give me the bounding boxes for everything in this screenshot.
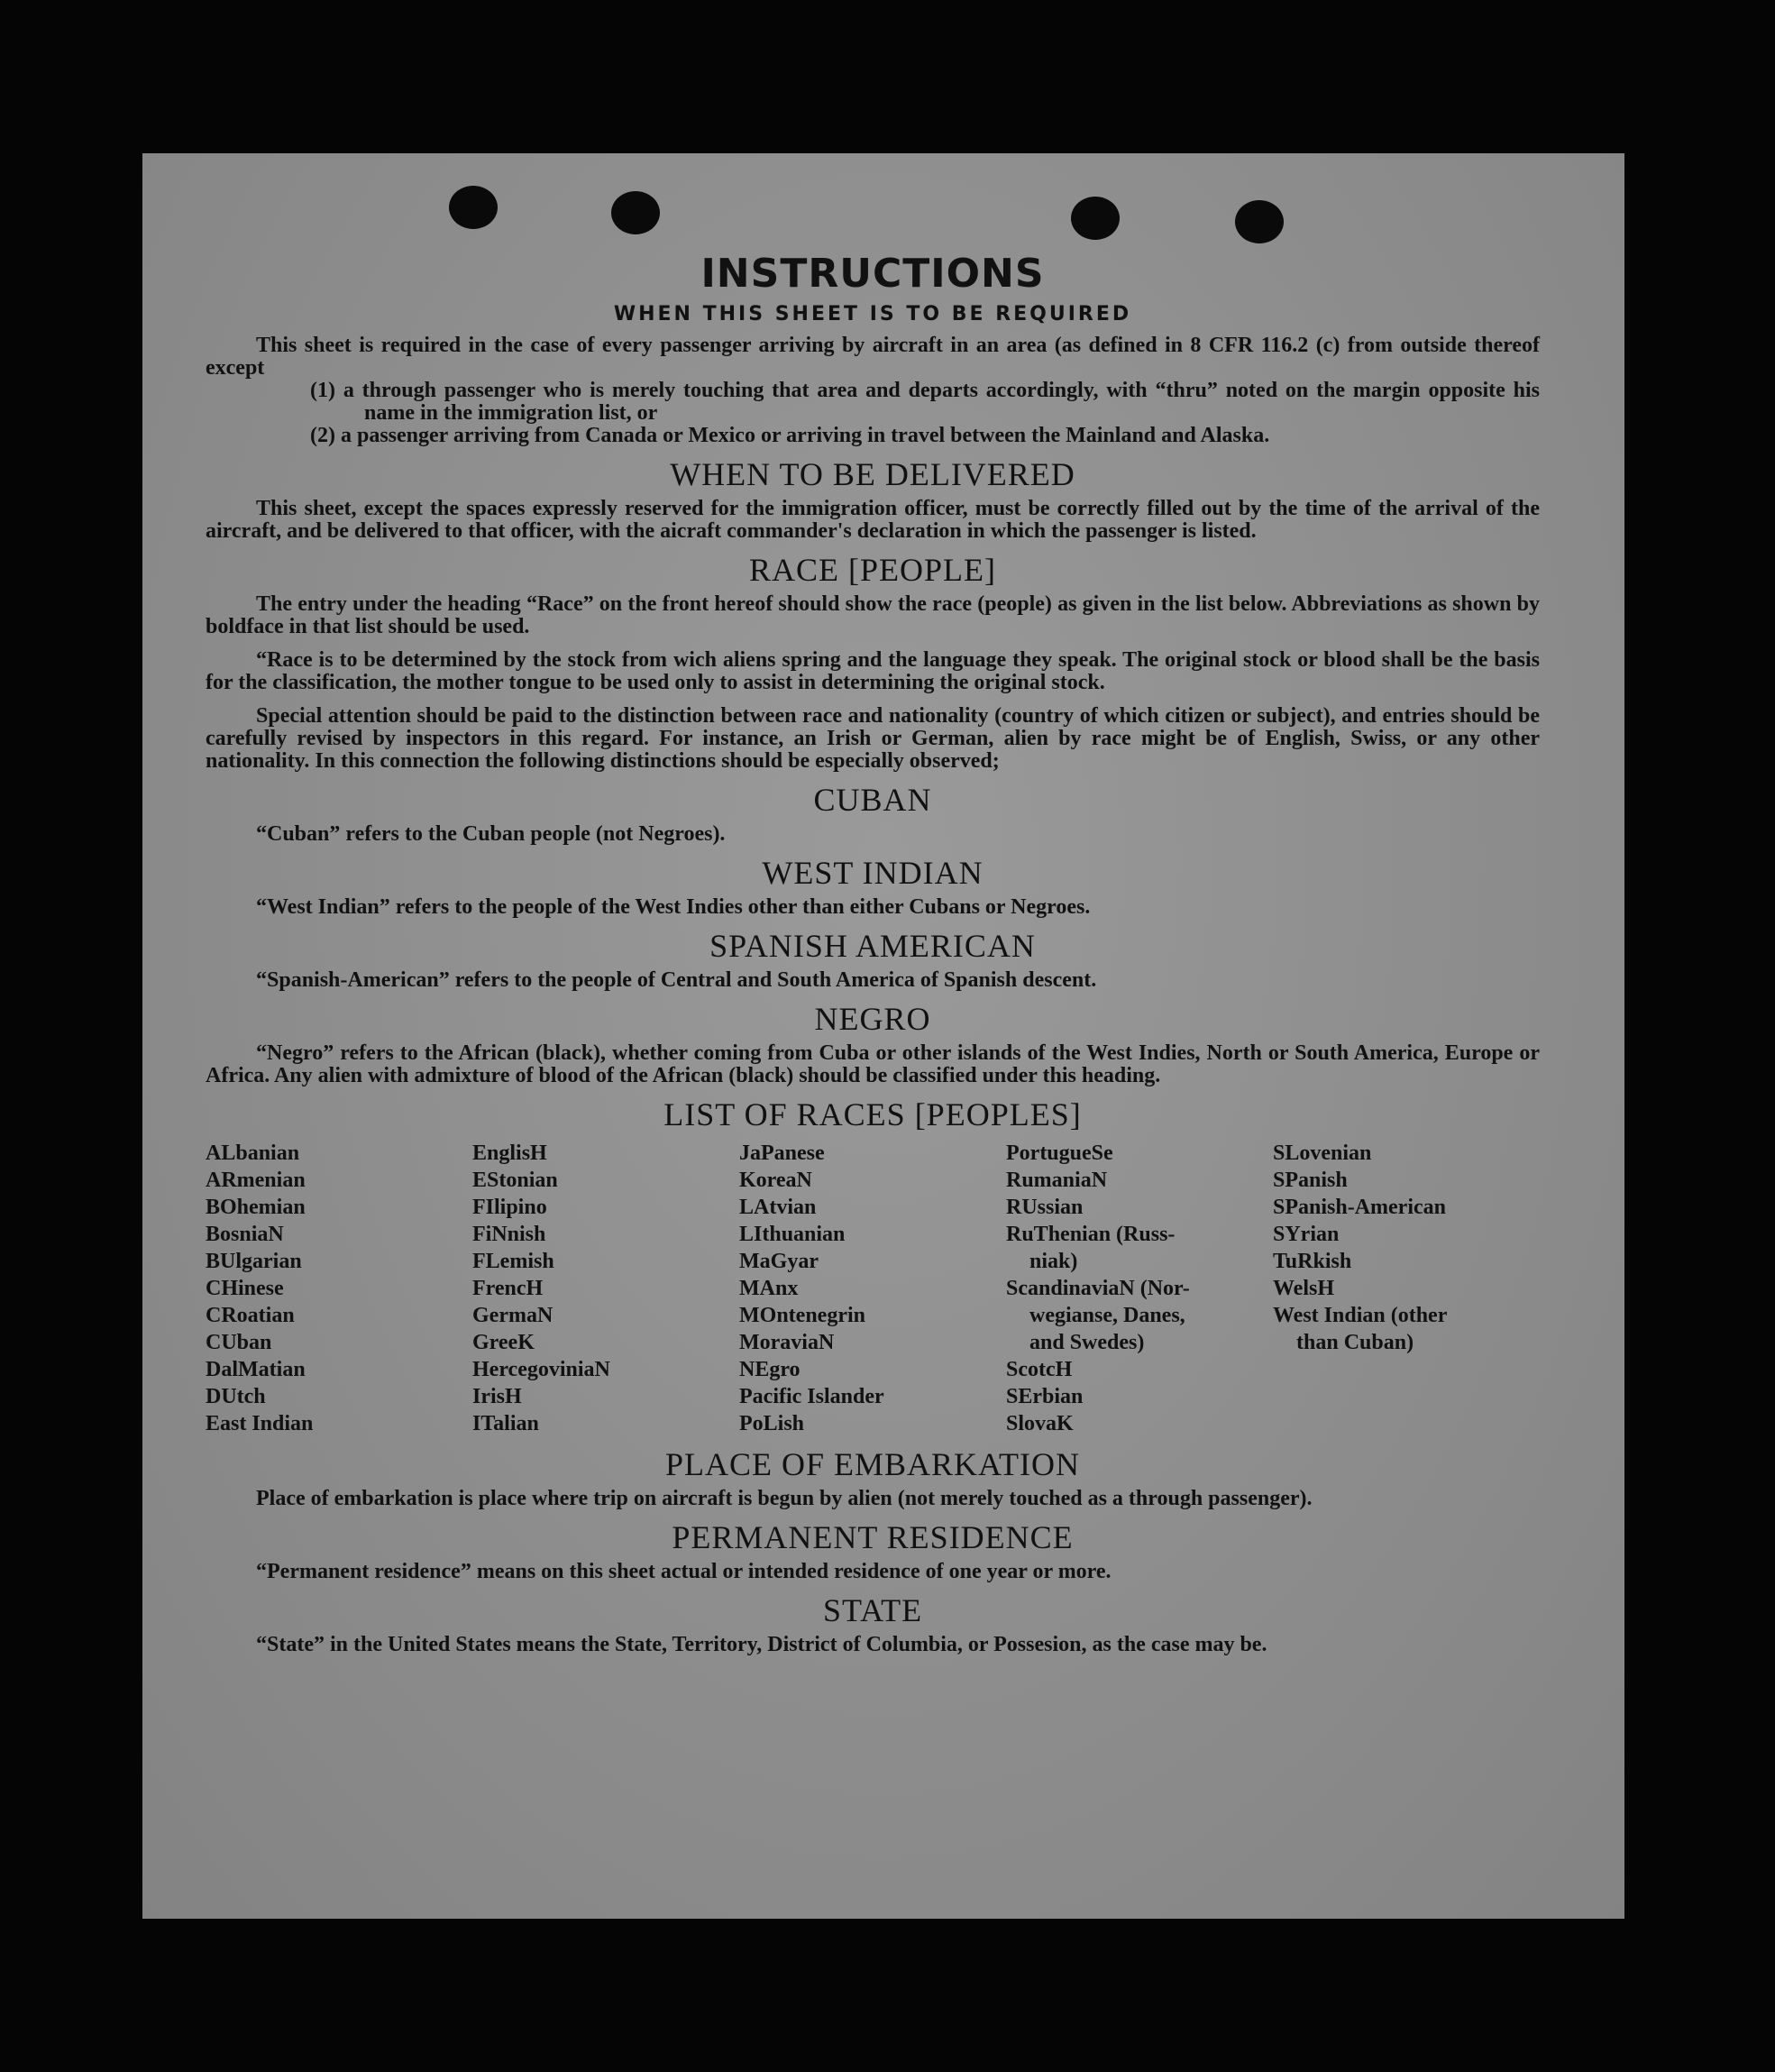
race-entry: JaPanese	[739, 1141, 825, 1165]
race-entry: BUlgarian	[206, 1250, 302, 1273]
race-entry: SLovenian	[1273, 1141, 1372, 1165]
race-entry: DUtch	[206, 1385, 266, 1408]
race-entry: Pacific Islander	[739, 1385, 884, 1408]
race-entry: ScandinaviaN (Nor-	[1006, 1277, 1190, 1300]
race-entry: ITalian	[472, 1412, 539, 1435]
race-entry: SlovaK	[1006, 1412, 1074, 1435]
race-entry: BosniaN	[206, 1223, 284, 1246]
race-entry: EnglisH	[472, 1141, 547, 1165]
race-entry: East Indian	[206, 1412, 314, 1435]
page-title: INSTRUCTIONS	[700, 251, 1045, 297]
race-entry: RUssian	[1006, 1196, 1084, 1219]
section-heading-state: STATE	[822, 1592, 923, 1628]
delivered-paragraph: This sheet, except the spaces expressly reserved for the immigration officer, must be correctly filled out by the time of the arrival of the aircraft, and be delivered to that officer, with the aicraft commander's declaration in which the passenger is listed.	[206, 497, 1540, 543]
race-entry: SPanish	[1273, 1169, 1348, 1192]
punch-hole	[1071, 197, 1120, 240]
race-entry: MAnx	[739, 1277, 799, 1300]
race-entry: NEgro	[739, 1358, 801, 1381]
intro-item-2: (2) a passenger arriving from Canada or Mexico or arriving in travel between the Mainland and Alaska.	[310, 424, 1270, 447]
intro-paragraph: This sheet is required in the case of every passenger arriving by aircraft in an area (as defined in 8 CFR 116.2 (c) from outside thereof except	[206, 334, 1540, 380]
race-entry: RumaniaN	[1006, 1169, 1108, 1192]
race-entry: CUban	[206, 1331, 272, 1354]
race-entry: IrisH	[472, 1385, 522, 1408]
races-column-4	[1006, 1140, 1273, 1437]
races-column-1	[206, 1140, 472, 1437]
race-entry: PoLish	[739, 1412, 805, 1435]
punch-hole	[1235, 200, 1284, 243]
race-entry: SPanish-American	[1273, 1196, 1446, 1219]
races-column-3	[739, 1140, 1006, 1437]
races-column-2	[472, 1140, 739, 1437]
races-list	[206, 1140, 1540, 1437]
race-entry: LIthuanian	[739, 1223, 846, 1246]
race-entry: MaGyar	[739, 1250, 819, 1273]
race-entry: SErbian	[1006, 1385, 1084, 1408]
race-entry: West Indian (other	[1273, 1304, 1448, 1327]
race-entry: CHinese	[206, 1277, 284, 1300]
punch-hole	[611, 191, 660, 234]
race-entry-continuation: and Swedes)	[1029, 1331, 1145, 1354]
section-heading-races-list: LIST OF RACES [PEOPLES]	[663, 1096, 1082, 1132]
race-entry: PortugueSe	[1006, 1141, 1113, 1165]
race-paragraph-1: The entry under the heading “Race” on the front hereof should show the race (people) as given in the list below. Abbreviations as shown by boldface in that list should be used.	[206, 592, 1540, 638]
race-entry: FIlipino	[472, 1196, 547, 1219]
race-entry: RuThenian (Russ-	[1006, 1223, 1176, 1246]
race-entry: WelsH	[1273, 1277, 1335, 1300]
race-entry: DalMatian	[206, 1358, 306, 1381]
race-entry-continuation: niak)	[1029, 1250, 1078, 1273]
section-heading-cuban: CUBAN	[813, 782, 932, 818]
race-entry: MoraviaN	[739, 1331, 835, 1354]
race-entry: TuRkish	[1273, 1250, 1352, 1273]
race-entry: SYrian	[1273, 1223, 1340, 1246]
section-heading-residence: PERMANENT RESIDENCE	[672, 1519, 1074, 1555]
race-entry-continuation: wegianse, Danes,	[1029, 1304, 1185, 1327]
race-entry: CRoatian	[206, 1304, 295, 1327]
race-entry: GermaN	[472, 1304, 554, 1327]
race-entry: FLemish	[472, 1250, 554, 1273]
section-heading-west-indian: WEST INDIAN	[762, 855, 984, 891]
race-entry: GreeK	[472, 1331, 535, 1354]
race-entry: ALbanian	[206, 1141, 300, 1165]
intro-item-1: (1) a through passenger who is merely touching that area and departs accordingly, with “thru” noted on the margin opposite his name in the immigration list, or	[310, 379, 1540, 425]
section-heading-delivered: WHEN TO BE DELIVERED	[670, 456, 1075, 492]
punch-hole	[449, 186, 498, 229]
race-entry: FrencH	[472, 1277, 544, 1300]
race-paragraph-3: Special attention should be paid to the distinction between race and nationality (country of which citizen or subject), and entries should be carefully revised by inspectors in this regard. For instance, an Irish or German, alien by race might be of English, Swiss, or any other nationality. In this connection the following distinctions should be especially observed;	[206, 704, 1540, 773]
page-subtitle: WHEN THIS SHEET IS TO BE REQUIRED	[613, 303, 1132, 325]
document-sheet	[142, 153, 1624, 1919]
races-column-5	[1273, 1140, 1540, 1437]
race-entry: HercegoviniaN	[472, 1358, 610, 1381]
race-entry-continuation: than Cuban)	[1296, 1331, 1414, 1354]
section-heading-spanish-american: SPANISH AMERICAN	[709, 928, 1036, 964]
instructions-content	[206, 251, 1540, 1656]
race-entry: ARmenian	[206, 1169, 306, 1192]
embarkation-paragraph: Place of embarkation is place where trip on aircraft is begun by alien (not merely touched as a through passenger).	[256, 1487, 1313, 1510]
negro-paragraph: “Negro” refers to the African (black), whether coming from Cuba or other islands of the West Indies, North or South America, Europe or Africa. Any alien with admixture of blood of the African (black) should be classified under this heading.	[206, 1041, 1540, 1087]
race-entry: BOhemian	[206, 1196, 306, 1219]
race-entry: EStonian	[472, 1169, 558, 1192]
race-entry: MOntenegrin	[739, 1304, 865, 1327]
race-paragraph-2: “Race is to be determined by the stock from wich aliens spring and the language they speak. The original stock or blood shall be the basis for the classification, the mother tongue to be used only to assist in determining the original stock.	[206, 648, 1540, 694]
section-heading-race: RACE [PEOPLE]	[749, 552, 996, 588]
west-indian-paragraph: “West Indian” refers to the people of the West Indies other than either Cubans or Negroes.	[256, 895, 1091, 919]
state-paragraph: “State” in the United States means the State, Territory, District of Columbia, or Possesion, as the case may be.	[256, 1633, 1267, 1656]
race-entry: ScotcH	[1006, 1358, 1073, 1381]
race-entry: KoreaN	[739, 1169, 812, 1192]
residence-paragraph: “Permanent residence” means on this sheet actual or intended residence of one year or more.	[256, 1560, 1112, 1583]
spanish-american-paragraph: “Spanish-American” refers to the people of Central and South America of Spanish descent.	[256, 968, 1097, 992]
race-entry: FiNnish	[472, 1223, 546, 1246]
race-entry: LAtvian	[739, 1196, 817, 1219]
section-heading-embarkation: PLACE OF EMBARKATION	[664, 1446, 1081, 1482]
section-heading-negro: NEGRO	[814, 1001, 931, 1037]
cuban-paragraph: “Cuban” refers to the Cuban people (not Negroes).	[256, 822, 726, 846]
